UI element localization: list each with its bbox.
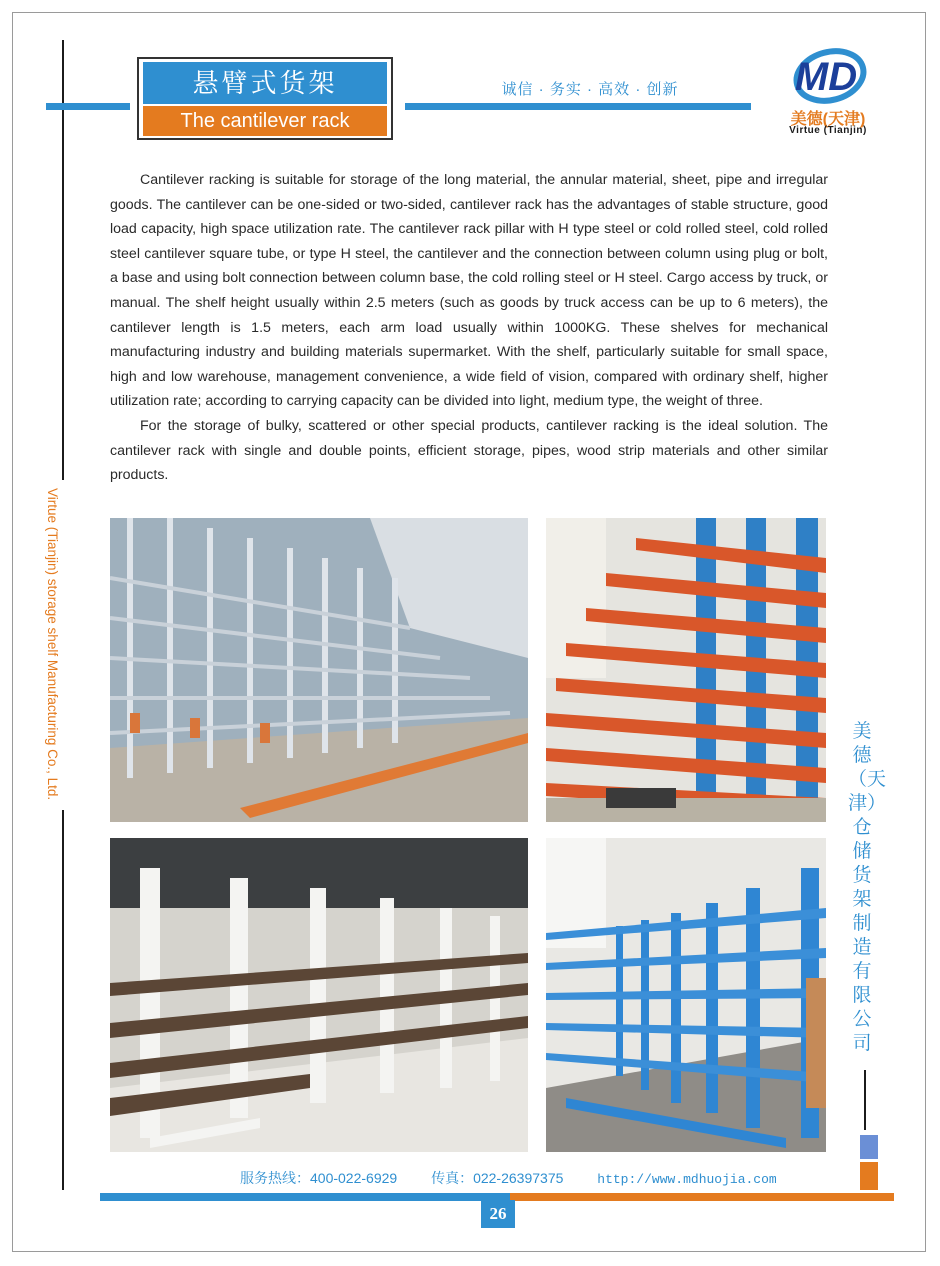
logo-letters: MD <box>794 55 858 99</box>
header-mid-bar <box>405 103 751 110</box>
logo-text-en: Virtue (Tianjin) <box>789 125 867 136</box>
photo-blue-cantilever <box>546 838 826 1152</box>
article-body <box>110 168 828 488</box>
header-left-bar <box>46 103 130 110</box>
decor-square-blue <box>860 1135 878 1159</box>
footer-bar-orange <box>510 1193 894 1201</box>
decor-square-orange <box>860 1162 878 1190</box>
page-number: 26 <box>481 1200 515 1228</box>
page-title-en: The cantilever rack <box>143 106 387 136</box>
side-company-name-en <box>24 488 74 808</box>
footer-hotline: 服务热线：400-022-6929 <box>240 1170 398 1186</box>
paragraph-2: For the storage of bulky, scattered or other special products, cantilever racking is the ideal solution. The cantilever rack with single and double points, efficient storage, pipes, wood strip materials and other similar products. <box>110 417 828 484</box>
footer-bar-blue <box>100 1193 510 1201</box>
logo-text-cn: 美德(天津) <box>790 111 866 128</box>
footer-fax: 传真：022-26397375 <box>431 1170 564 1186</box>
side-company-name-cn: 美德（天津）仓储货架制造有限公司 <box>848 721 887 1054</box>
page-title-cn: 悬臂式货架 <box>143 62 387 104</box>
footer-website[interactable]: http://www.mdhuojia.com <box>597 1172 777 1187</box>
left-vertical-rule-lower <box>62 810 64 1190</box>
photo-orange-blue-cantilever <box>546 518 826 822</box>
paragraph-1: Cantilever racking is suitable for storage of the long material, the annular material, sheet, pipe and irregular goods. The cantilever can be one-sided or two-sided, cantilever rack has the advantages of stable structure, good load capacity, high space utilization rate. The cantilever rack pillar with H type steel or cold rolled steel, cold rolled steel cantilever square tube, or type H steel, the cantilever and the connection between column using plug or bolt, a base and using bolt connection between column base, the cold rolling steel or H steel. Cargo access by truck, or manual. The shelf height usually within 2.5 meters (such as goods by truck access can be up to 6 meters), the cantilever length is 1.5 meters, each arm load usually within 1000KG. These shelves for mechanical manufacturing industry and building materials supermarket. With the shelf, particularly suitable for small space, high and low warehouse, management convenience, a wide field of vision, compared with ordinary shelf, higher utilization rate; according to carrying capacity can be divided into light, medium type, the weight of three. <box>110 172 828 410</box>
right-vertical-rule <box>864 1070 866 1130</box>
footer-contact <box>240 1168 807 1188</box>
side-company-name-en-text: Virtue (Tianjin) storage shelf Manufacturing Co., Ltd. <box>45 488 60 801</box>
photo-grey-cantilever-hall <box>110 518 528 822</box>
photo-grey-racks-wood <box>110 838 528 1152</box>
slogan: 诚信 · 务实 · 高效 · 创新 <box>501 81 679 98</box>
